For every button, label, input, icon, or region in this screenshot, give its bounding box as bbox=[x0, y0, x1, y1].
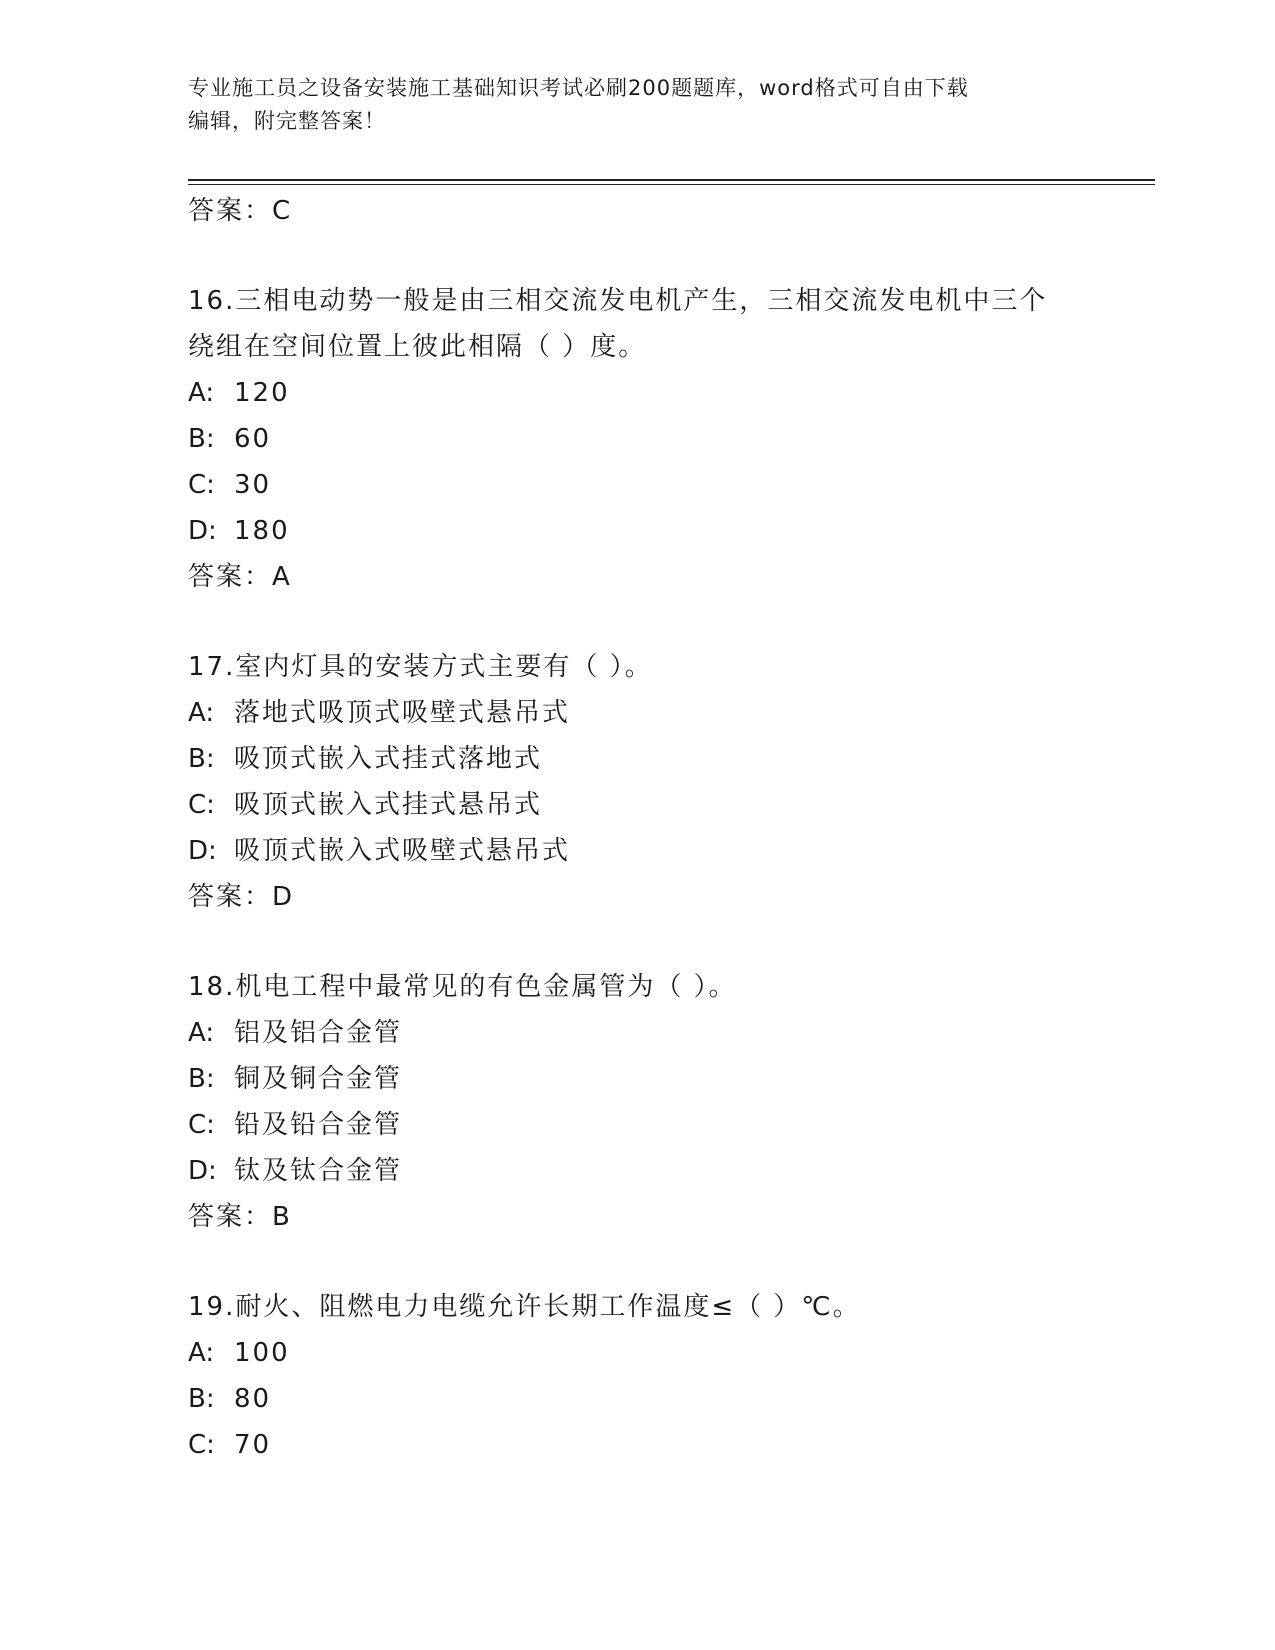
header-line-2: 编辑，附完整答案！ bbox=[188, 109, 386, 133]
question-block bbox=[188, 1284, 1148, 1468]
question-list bbox=[188, 188, 1148, 1468]
option-text: 30 bbox=[234, 470, 272, 500]
option-text: 铝及铝合金管 bbox=[234, 1018, 403, 1048]
header-line-1: 专业施工员之设备安装施工基础知识考试必刷200题题库，word格式可自由下载 bbox=[188, 76, 969, 100]
option-d bbox=[188, 828, 1148, 874]
spacer bbox=[188, 1240, 1148, 1284]
answer-line: 答案：A bbox=[188, 562, 292, 592]
option-label: C: bbox=[188, 790, 215, 820]
question-stem: 18.机电工程中最常见的有色金属管为（ ）。 bbox=[188, 972, 737, 1002]
option-a bbox=[188, 1010, 1148, 1056]
question-stem: 19.耐火、阻燃电力电缆允许长期工作温度≤（ ）℃。 bbox=[188, 1292, 861, 1322]
question-block bbox=[188, 644, 1148, 920]
option-a bbox=[188, 690, 1148, 736]
answer-line: 答案：B bbox=[188, 1202, 292, 1232]
question-block bbox=[188, 964, 1148, 1240]
option-c bbox=[188, 462, 1148, 508]
option-b bbox=[188, 1056, 1148, 1102]
option-text: 70 bbox=[234, 1430, 272, 1460]
option-label: A: bbox=[188, 378, 215, 408]
option-label: C: bbox=[188, 1430, 215, 1460]
spacer bbox=[188, 920, 1148, 964]
option-text: 80 bbox=[234, 1384, 272, 1414]
option-label: C: bbox=[188, 1110, 215, 1140]
option-label: C: bbox=[188, 470, 215, 500]
option-text: 落地式吸顶式吸壁式悬吊式 bbox=[234, 698, 571, 728]
spacer bbox=[188, 234, 1148, 278]
option-c bbox=[188, 1422, 1148, 1468]
question-stem: 绕组在空间位置上彼此相隔（ ）度。 bbox=[188, 332, 647, 362]
question-block bbox=[188, 278, 1148, 600]
option-label: A: bbox=[188, 1338, 215, 1368]
option-label: B: bbox=[188, 1064, 215, 1094]
answer-line: 答案：C bbox=[188, 196, 293, 226]
option-text: 铅及铅合金管 bbox=[234, 1110, 403, 1140]
option-a bbox=[188, 370, 1148, 416]
answer-line: 答案：D bbox=[188, 882, 295, 912]
option-text: 120 bbox=[234, 378, 290, 408]
option-label: D: bbox=[188, 1156, 217, 1186]
option-label: A: bbox=[188, 698, 215, 728]
spacer bbox=[188, 600, 1148, 644]
option-label: B: bbox=[188, 424, 215, 454]
header-rule-thin bbox=[188, 184, 1155, 185]
option-b bbox=[188, 1376, 1148, 1422]
option-label: B: bbox=[188, 1384, 215, 1414]
option-label: A: bbox=[188, 1018, 215, 1048]
option-d bbox=[188, 1148, 1148, 1194]
option-text: 100 bbox=[234, 1338, 290, 1368]
option-text: 铜及铜合金管 bbox=[234, 1064, 403, 1094]
option-text: 吸顶式嵌入式挂式悬吊式 bbox=[234, 790, 543, 820]
option-d bbox=[188, 508, 1148, 554]
option-a bbox=[188, 1330, 1148, 1376]
option-text: 吸顶式嵌入式挂式落地式 bbox=[234, 744, 543, 774]
option-text: 吸顶式嵌入式吸壁式悬吊式 bbox=[234, 836, 571, 866]
option-c bbox=[188, 1102, 1148, 1148]
option-text: 钛及钛合金管 bbox=[234, 1156, 403, 1186]
option-c bbox=[188, 782, 1148, 828]
option-label: D: bbox=[188, 836, 217, 866]
option-label: B: bbox=[188, 744, 215, 774]
option-text: 180 bbox=[234, 516, 290, 546]
option-text: 60 bbox=[234, 424, 272, 454]
document-header bbox=[188, 72, 1088, 138]
option-b bbox=[188, 416, 1148, 462]
option-label: D: bbox=[188, 516, 217, 546]
question-stem: 16.三相电动势一般是由三相交流发电机产生，三相交流发电机中三个 bbox=[188, 286, 1048, 316]
question-stem: 17.室内灯具的安装方式主要有（ ）。 bbox=[188, 652, 653, 682]
header-rule-thick bbox=[188, 179, 1155, 181]
option-b bbox=[188, 736, 1148, 782]
